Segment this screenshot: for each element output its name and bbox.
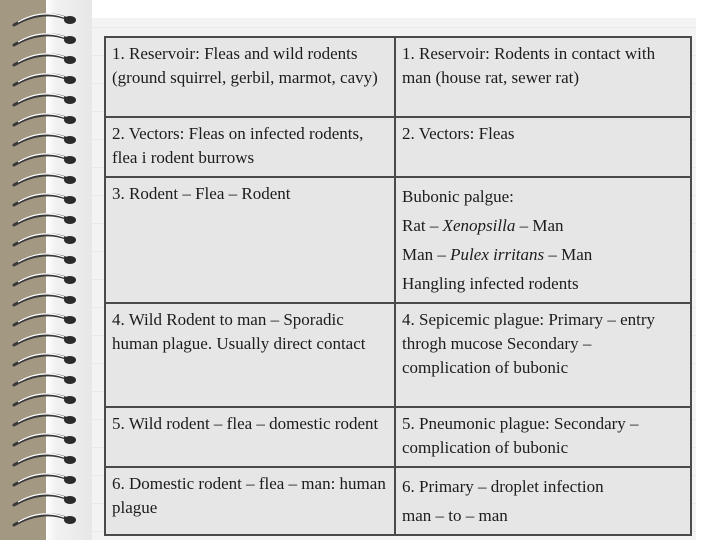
cell-right — [395, 467, 691, 535]
cell-left: 6. Domestic rodent – flea – man: human plague — [105, 467, 395, 535]
cell-right: 5. Pneumonic plague: Secondary – complication of bubonic — [395, 407, 691, 467]
ring — [14, 494, 76, 505]
ring — [14, 54, 76, 65]
ring — [14, 294, 76, 305]
cell-right: 2. Vectors: Fleas — [395, 117, 691, 177]
table-row — [105, 303, 691, 407]
spiral-rings — [0, 0, 92, 540]
table-row — [105, 407, 691, 467]
bubonic-title: Bubonic palgue: — [402, 187, 514, 206]
ring — [14, 134, 76, 145]
cell-left: 5. Wild rodent – flea – domestic rodent — [105, 407, 395, 467]
plague-comparison-table — [104, 36, 692, 536]
ring — [14, 314, 76, 325]
table-row — [105, 117, 691, 177]
cell-left: 1. Reservoir: Fleas and wild rodents (ground squirrel, gerbil, marmot, cavy) — [105, 37, 395, 117]
ring — [14, 254, 76, 265]
ring — [14, 334, 76, 345]
ring — [14, 194, 76, 205]
species-name: Pulex irritans — [450, 245, 549, 264]
ring — [14, 374, 76, 385]
ring — [14, 34, 76, 45]
transmission-line: Man – Pulex irritans – Man — [402, 245, 593, 264]
species-name: Xenopsilla — [442, 216, 516, 235]
transmission-line: Rat – Xenopsilla – Man — [402, 216, 564, 235]
ring — [14, 214, 76, 225]
page-top-margin — [92, 0, 720, 18]
right-line: man – to – man — [402, 506, 508, 525]
ring — [14, 434, 76, 445]
table-row — [105, 467, 691, 535]
right-line: 6. Primary – droplet infection — [402, 477, 604, 496]
cell-left: 4. Wild Rodent to man – Sporadic human plague. Usually direct contact — [105, 303, 395, 407]
table-row — [105, 37, 691, 117]
ring — [14, 274, 76, 285]
ring — [14, 514, 76, 525]
ring — [14, 154, 76, 165]
ring — [14, 234, 76, 245]
ring — [14, 474, 76, 485]
ring — [14, 94, 76, 105]
ring — [14, 74, 76, 85]
cell-right: 1. Reservoir: Rodents in contact with man (house rat, sewer rat) — [395, 37, 691, 117]
ring — [14, 454, 76, 465]
ring — [14, 114, 76, 125]
cell-left: 3. Rodent – Flea – Rodent — [105, 177, 395, 303]
ring — [14, 174, 76, 185]
ring — [14, 394, 76, 405]
cell-right: 4. Sepicemic plague: Primary – entry throgh mucose Secondary – complication of bubonic — [395, 303, 691, 407]
spiral-binding — [0, 0, 92, 540]
ring — [14, 354, 76, 365]
transmission-line: Hangling infected rodents — [402, 274, 579, 293]
table-row — [105, 177, 691, 303]
ring — [14, 14, 76, 25]
page-right-margin — [696, 0, 720, 540]
cell-right — [395, 177, 691, 303]
cell-left: 2. Vectors: Fleas on infected rodents, flea i rodent burrows — [105, 117, 395, 177]
ring — [14, 414, 76, 425]
